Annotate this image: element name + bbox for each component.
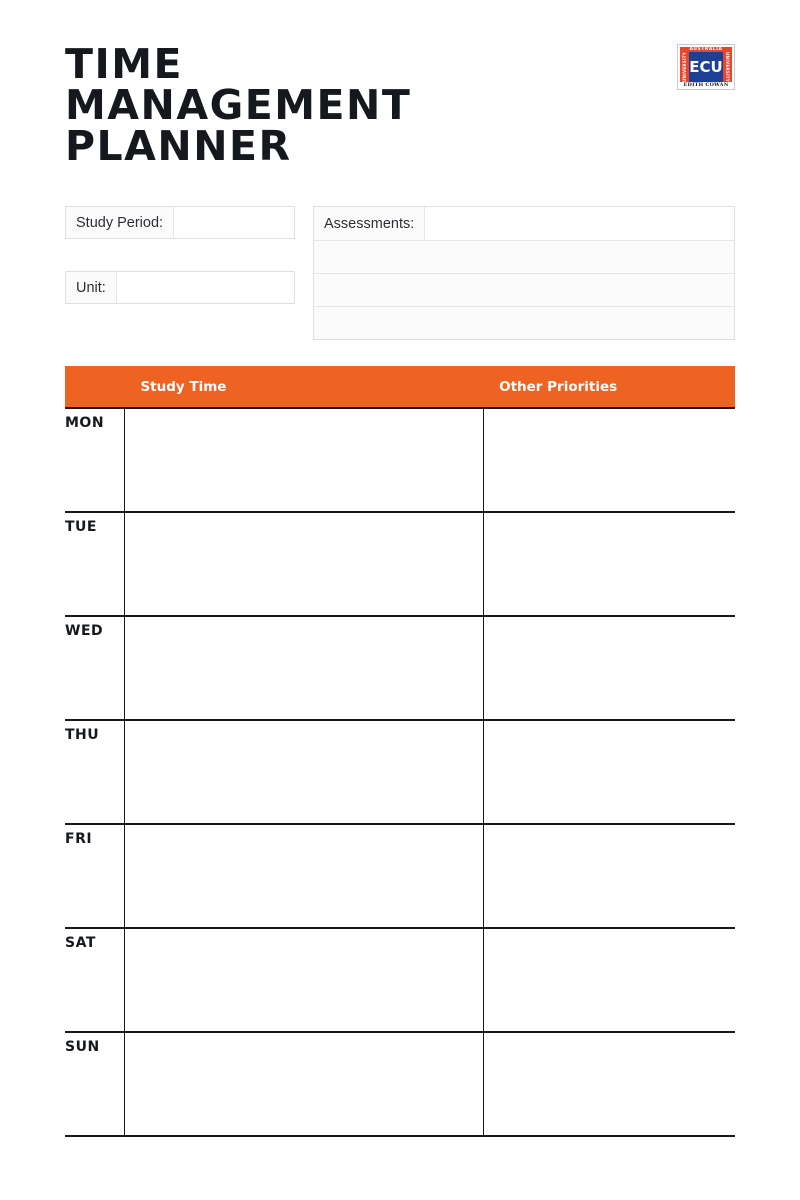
logo-core-text: ECU bbox=[689, 52, 723, 82]
assessments-row-3 bbox=[314, 273, 734, 306]
table-row bbox=[65, 720, 735, 824]
study-period-label: Study Period: bbox=[66, 207, 174, 238]
assessments-label: Assessments: bbox=[314, 207, 425, 240]
other-priorities-input-fri[interactable] bbox=[484, 831, 735, 927]
day-label-mon: MON bbox=[65, 408, 124, 512]
day-label-tue: TUE bbox=[65, 512, 124, 616]
info-fields-right bbox=[313, 206, 735, 340]
study-time-input-wed[interactable] bbox=[125, 623, 483, 719]
assessments-input-4[interactable] bbox=[314, 307, 734, 339]
study-time-cell-wed bbox=[124, 616, 483, 720]
logo-left-text: UNIVERSITY bbox=[682, 52, 687, 82]
other-priorities-cell-fri bbox=[483, 824, 735, 928]
day-label-sun: SUN bbox=[65, 1032, 124, 1136]
table-row bbox=[65, 928, 735, 1032]
study-time-input-thu[interactable] bbox=[125, 727, 483, 823]
ecu-logo-icon bbox=[677, 44, 735, 90]
study-time-input-sat[interactable] bbox=[125, 935, 483, 1031]
header-study-time: Study Time bbox=[124, 366, 483, 408]
table-row bbox=[65, 616, 735, 720]
table-row bbox=[65, 512, 735, 616]
unit-label: Unit: bbox=[66, 272, 117, 303]
study-time-cell-mon bbox=[124, 408, 483, 512]
header-day bbox=[65, 366, 124, 408]
header-other-priorities: Other Priorities bbox=[483, 366, 735, 408]
other-priorities-input-wed[interactable] bbox=[484, 623, 735, 719]
other-priorities-input-thu[interactable] bbox=[484, 727, 735, 823]
logo-bottom-text: EDITH COWAN bbox=[680, 82, 732, 88]
logo-top-text: AUSTRALIA bbox=[680, 47, 732, 52]
page-title bbox=[65, 40, 412, 170]
document-header bbox=[65, 40, 735, 170]
assessments-block bbox=[313, 206, 735, 340]
other-priorities-cell-sat bbox=[483, 928, 735, 1032]
day-label-sat: SAT bbox=[65, 928, 124, 1032]
study-time-input-sun[interactable] bbox=[125, 1039, 483, 1135]
unit-input[interactable] bbox=[117, 272, 294, 303]
other-priorities-input-sun[interactable] bbox=[484, 1039, 735, 1135]
planner-table-body bbox=[65, 408, 735, 1136]
planner-table bbox=[65, 366, 735, 1137]
study-time-cell-fri bbox=[124, 824, 483, 928]
assessments-row-1 bbox=[314, 207, 734, 240]
page-title-line-3: PLANNER bbox=[65, 122, 292, 170]
weekly-planner bbox=[65, 366, 735, 1137]
other-priorities-input-tue[interactable] bbox=[484, 519, 735, 615]
logo-right-text: UNIVERSITY bbox=[725, 52, 730, 82]
other-priorities-input-sat[interactable] bbox=[484, 935, 735, 1031]
study-time-cell-thu bbox=[124, 720, 483, 824]
unit-row bbox=[65, 271, 295, 304]
day-label-thu: THU bbox=[65, 720, 124, 824]
assessments-input-1[interactable] bbox=[425, 207, 734, 240]
info-fields-left bbox=[65, 206, 295, 340]
other-priorities-cell-mon bbox=[483, 408, 735, 512]
other-priorities-input-mon[interactable] bbox=[484, 415, 735, 511]
study-period-input[interactable] bbox=[174, 207, 294, 238]
other-priorities-cell-thu bbox=[483, 720, 735, 824]
study-period-row bbox=[65, 206, 295, 239]
table-row bbox=[65, 1032, 735, 1136]
logo-middle bbox=[680, 52, 732, 82]
page-title-line-1: TIME bbox=[65, 40, 184, 88]
study-time-input-tue[interactable] bbox=[125, 519, 483, 615]
other-priorities-cell-sun bbox=[483, 1032, 735, 1136]
day-label-fri: FRI bbox=[65, 824, 124, 928]
study-time-cell-sat bbox=[124, 928, 483, 1032]
planner-table-head bbox=[65, 366, 735, 408]
study-time-input-mon[interactable] bbox=[125, 415, 483, 511]
assessments-row-2 bbox=[314, 240, 734, 273]
other-priorities-cell-tue bbox=[483, 512, 735, 616]
other-priorities-cell-wed bbox=[483, 616, 735, 720]
study-time-input-fri[interactable] bbox=[125, 831, 483, 927]
planner-header-row bbox=[65, 366, 735, 408]
study-time-cell-tue bbox=[124, 512, 483, 616]
page-title-line-2: MANAGEMENT bbox=[65, 81, 412, 129]
info-fields bbox=[65, 206, 735, 340]
table-row bbox=[65, 824, 735, 928]
assessments-input-2[interactable] bbox=[314, 241, 734, 273]
assessments-input-3[interactable] bbox=[314, 274, 734, 306]
day-label-wed: WED bbox=[65, 616, 124, 720]
study-time-cell-sun bbox=[124, 1032, 483, 1136]
table-row bbox=[65, 408, 735, 512]
assessments-row-4 bbox=[314, 306, 734, 339]
